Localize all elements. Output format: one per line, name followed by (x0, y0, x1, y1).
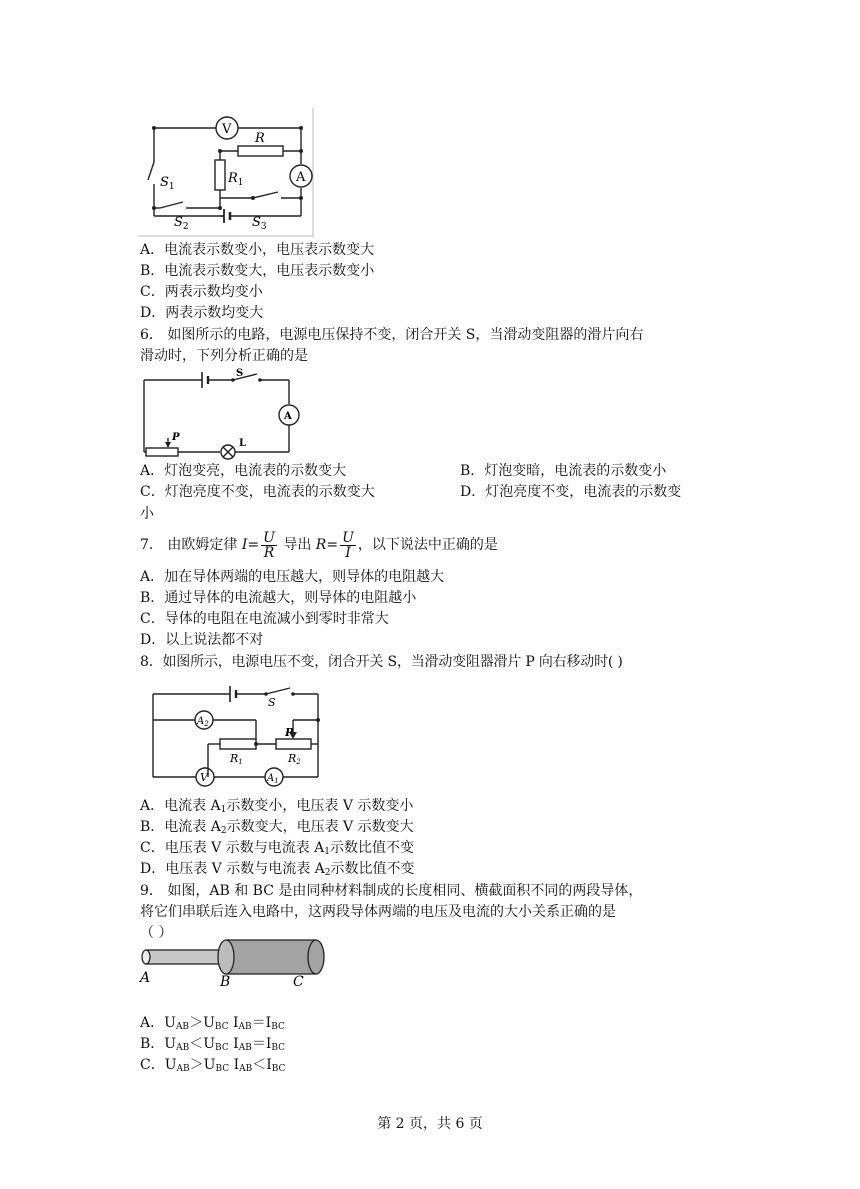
ohms-law-fraction: $\frac{U}{R}$ (263, 529, 275, 561)
q9-option-b: B．$U_{AB}<U_{BC}$ $I_{AB}=I_{BC}$ (140, 1036, 286, 1053)
q5-option-d: D．两表示数均变大 (140, 305, 264, 321)
q9-stem-line2: 将它们串联后连入电路中，这两段导体两端的电压及电流的大小关系正确的是 (140, 904, 616, 920)
voltmeter-v-label: V (200, 771, 208, 784)
q9-stem-line3: （ ） (140, 925, 173, 941)
point-c-label: C (293, 974, 304, 990)
q7-stem: 7． 由欧姆定律 I= $\frac{U}{R}$ 导出 R= $\frac{U}{I}$ ，以下说法中正确的是 (140, 529, 498, 561)
slider-p-label: P (172, 432, 180, 443)
q6-option-a: A．灯泡变亮，电流表的示数变大 (140, 463, 347, 479)
voltmeter-label: V (222, 122, 232, 137)
q8-option-b: B．电流表 $A_2$示数变大，电压表 V 示数变大 (140, 819, 414, 836)
resistor-r2-label: R2 (288, 752, 301, 766)
q8-option-d: D．电压表 V 示数与电流表 $A_2$示数比值不变 (140, 861, 415, 878)
q9-stem-line1: 9． 如图，AB 和 BC 是由同种材料制成的长度相同、横截面积不同的两段导体， (140, 883, 643, 899)
lamp-l-label: L (239, 438, 247, 449)
resistor-r1-label: R1 (230, 752, 243, 766)
q6-stem-line2: 滑动时，下列分析正确的是 (140, 348, 308, 364)
q6-option-d: D．灯泡亮度不变，电流表的示数变 (460, 484, 682, 500)
point-a-label: A (140, 970, 151, 986)
switch-s-label: S (268, 696, 276, 709)
ammeter-a2-label: $A_2$ (197, 716, 209, 728)
q5-option-a: A．电流表示数变小，电压表示数变大 (140, 242, 375, 258)
q6-option-d-wrap: 小 (140, 506, 154, 522)
q6-option-c: C．灯泡亮度不变，电流表的示数变大 (140, 484, 375, 500)
resistor-r-label: R (255, 131, 265, 146)
q6-option-b: B．灯泡变暗，电流表的示数变小 (460, 463, 667, 479)
ammeter-label: A (296, 170, 306, 185)
switch-s3-label: $S_3$ (252, 215, 267, 232)
q6-circuit-diagram (140, 368, 305, 463)
ammeter-label: A (284, 411, 292, 422)
q7-option-b: B．通过导体的电流越大，则导体的电阻越小 (140, 590, 417, 606)
q8-option-a: A．电流表 $A_1$示数变小，电压表 V 示数变小 (140, 798, 414, 815)
point-b-label: B (220, 974, 231, 990)
switch-s2-label: $S_2$ (174, 215, 189, 232)
slider-p-label: P (285, 726, 294, 739)
ammeter-a1-label: $A_1$ (267, 773, 279, 785)
q7-option-c: C．导体的电阻在电流减小到零时非常大 (140, 611, 389, 627)
q5-circuit-diagram (138, 108, 318, 238)
q7-option-d: D．以上说法都不对 (140, 632, 264, 648)
q7-option-a: A．加在导体两端的电压越大，则导体的电阻越大 (140, 569, 445, 585)
q5-option-c: C．两表示数均变小 (140, 284, 263, 300)
q8-stem: 8．如图所示，电源电压不变，闭合开关 S，当滑动变阻器滑片 P 向右移动时( ) (140, 654, 623, 670)
q6-stem-line1: 6． 如图所示的电路，电源电压保持不变，闭合开关 S，当滑动变阻器的滑片向右 (140, 327, 644, 343)
resistor-r1-label: $R_1$ (228, 171, 244, 188)
q8-circuit-diagram (148, 682, 328, 787)
q9-option-c: C．$U_{AB}>U_{BC}$ $I_{AB}<I_{BC}$ (140, 1057, 286, 1074)
resistance-fraction: $\frac{U}{I}$ (342, 529, 354, 561)
switch-s-label: S (236, 368, 244, 379)
q5-option-b: B．电流表示数变大，电压表示数变小 (140, 263, 375, 279)
page-footer: 第 2 页，共 6 页 (377, 1116, 483, 1132)
q9-conductor-figure (138, 940, 338, 992)
q9-option-a: A．$U_{AB}>U_{BC}$ $I_{AB}=I_{BC}$ (140, 1015, 285, 1032)
switch-s1-label: $S_1$ (160, 175, 175, 192)
q8-option-c: C．电压表 V 示数与电流表 $A_1$示数比值不变 (140, 840, 415, 857)
